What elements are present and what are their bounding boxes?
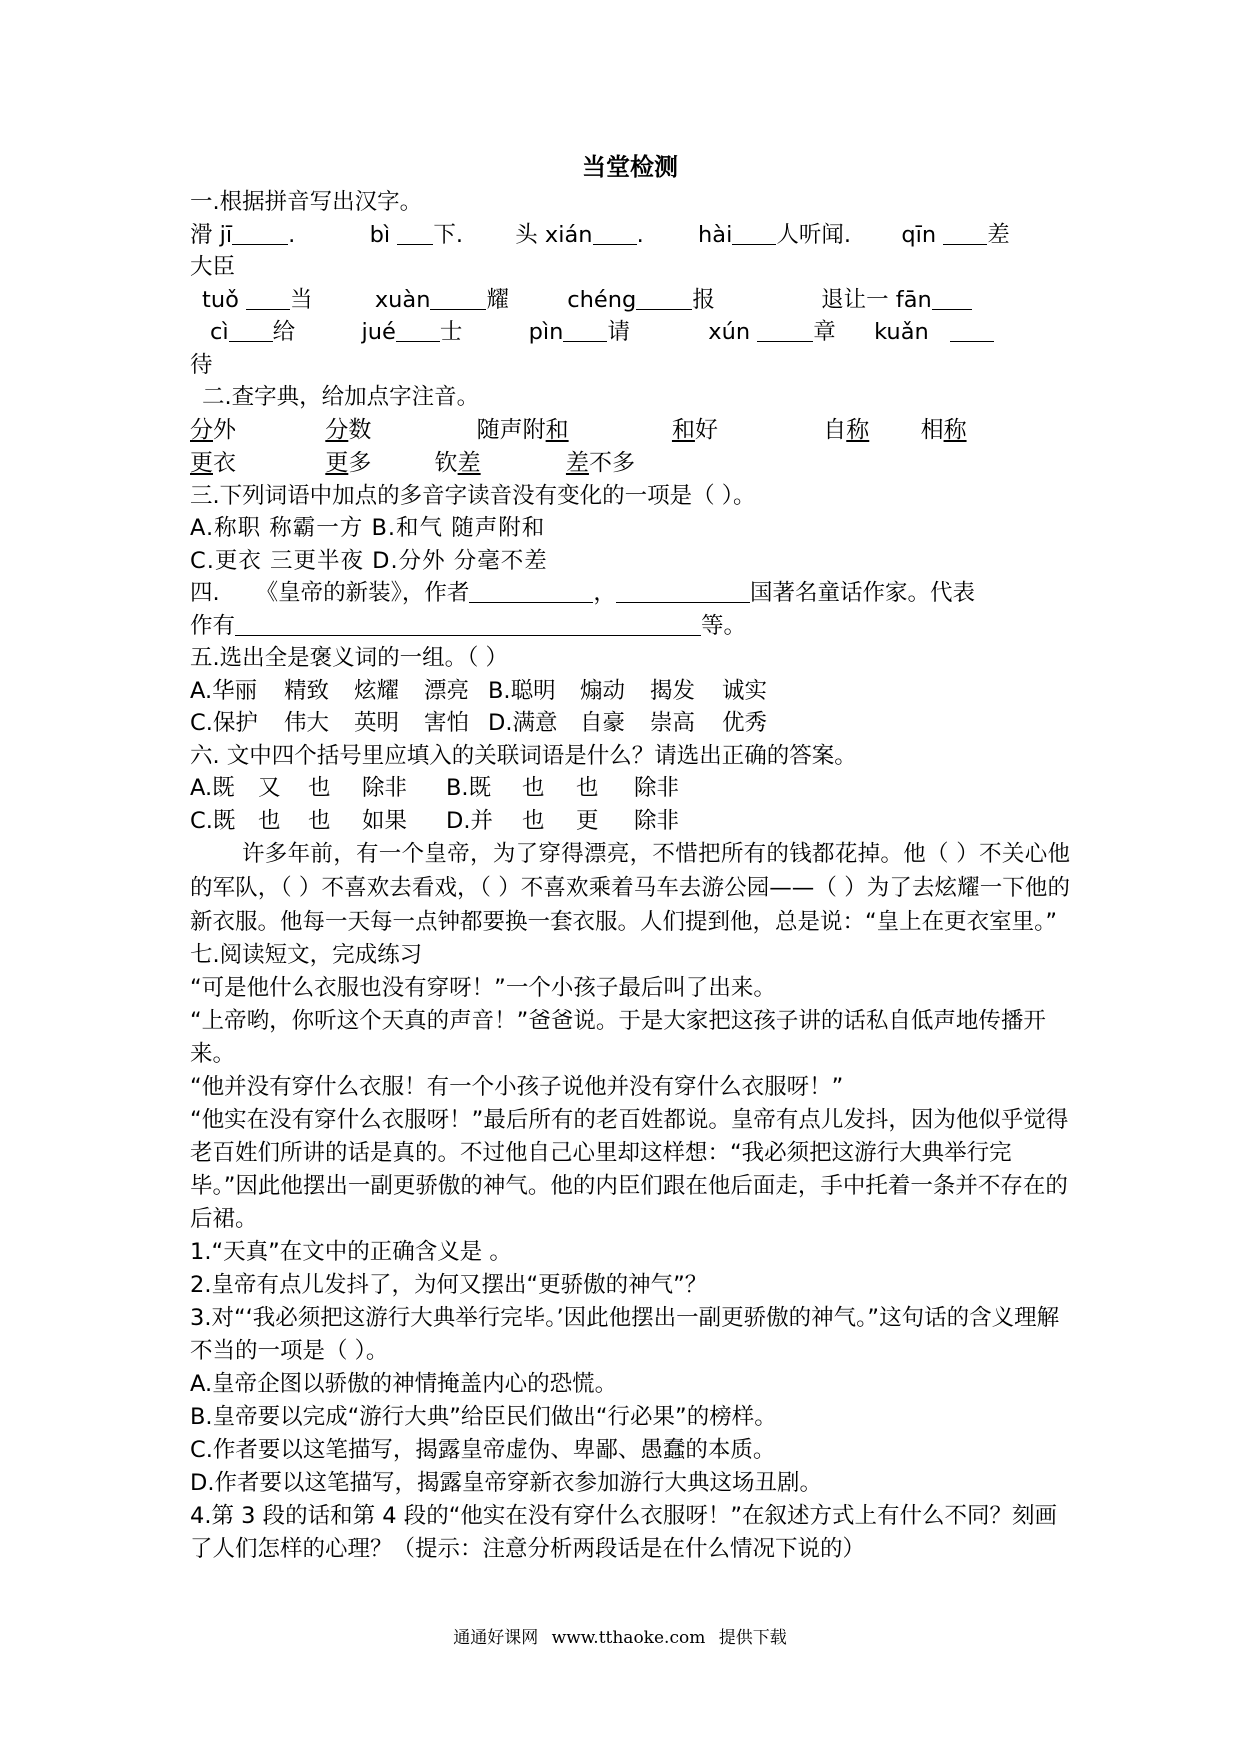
answer-blank[interactable] <box>430 287 486 310</box>
section-6-passage: 许多年前，有一个皇帝，为了穿得漂亮，不惜把所有的钱都花掉。他（ ）不关心他的军队，（ ）不喜欢去看戏，（ ）不喜欢乘着马车去游公园——（ ）为了去炫耀一下他的新衣服。他每一天每一点钟都要换一套衣服。人们提到他，总是说：“皇上在更衣室里。” <box>190 841 1070 935</box>
question-2: 2.皇帝有点儿发抖了，为何又摆出“更骄傲的神气”？ <box>190 1271 708 1298</box>
dictionary-row-1 <box>190 414 1070 447</box>
word-part: 外 <box>213 416 236 443</box>
answer-blank[interactable] <box>757 319 813 342</box>
section-2-heading: 二.查字典，给加点字注音。 <box>202 384 480 410</box>
dotted-char: 分 <box>325 416 349 443</box>
footer-note: 提供下载 <box>718 1628 787 1648</box>
option-word: 漂亮 <box>424 677 470 704</box>
section-1-heading: 一.根据拼音写出汉字。 <box>190 189 423 215</box>
answer-blank[interactable] <box>232 222 288 245</box>
option-word: A.既 <box>190 775 235 801</box>
section-5-options-ab <box>190 675 1070 708</box>
option-word: C.保护 <box>190 710 258 736</box>
section-6-question: 六. 文中四个括号里应填入的关联词语是什么？请选出正确的答案。 <box>190 742 857 769</box>
option-word: 诚实 <box>722 677 768 704</box>
word-part: 数 <box>348 416 372 443</box>
word-part: 下. <box>433 221 463 248</box>
pinyin-ci: cì <box>210 319 229 345</box>
option-word: 除非 <box>634 775 680 801</box>
passage-paragraph-4: “他实在没有穿什么衣服呀！”最后所有的老百姓都说。皇帝有点儿发抖，因为他似乎觉得老百姓们所讲的话是真的。不过他自己心里却这样想：“我必须把这游行大典举行完毕。”因此他摆出一副更骄傲的神气。他的内臣们跟在他后面走，手中托着一条并不存在的后裙。 <box>190 1106 1069 1232</box>
author-blank[interactable] <box>469 580 593 603</box>
dictionary-row-2 <box>190 447 1070 480</box>
worksheet <box>190 150 1070 1566</box>
option-word: D.并 <box>446 807 493 834</box>
pinyin-xuan: xuàn <box>374 286 431 313</box>
option-word: 英明 <box>354 710 400 736</box>
word-hehao <box>672 414 816 447</box>
word-part: 请 <box>607 319 630 345</box>
dotted-char: 更 <box>325 449 349 476</box>
section-7-heading: 七.阅读短文，完成练习 <box>190 942 423 968</box>
word-xiangchen <box>921 414 967 447</box>
question-3-option-c: C.作者要以这笔描写，揭露皇帝虚伪、卑鄙、愚蠢的本质。 <box>190 1436 776 1463</box>
pinyin-cheng: chéng <box>567 286 637 313</box>
pinyin-row-3-wrap: 待 <box>190 351 213 378</box>
pinyin-kuan: kuǎn <box>874 319 936 345</box>
punct: ， <box>593 580 616 606</box>
dotted-char: 更 <box>190 449 213 476</box>
answer-blank[interactable] <box>396 319 440 342</box>
pinyin-xun: xún <box>708 319 758 345</box>
question-3-option-b: B.皇帝要以完成“游行大典”给臣民们做出“行必果”的榜样。 <box>190 1403 777 1430</box>
word-part: 多 <box>348 449 372 476</box>
option-word: 除非 <box>362 775 408 801</box>
pinyin-tuo: tuǒ <box>202 286 247 313</box>
question-3-option-a: A.皇帝企图以骄傲的神情掩盖内心的恐慌。 <box>190 1370 618 1397</box>
answer-blank[interactable] <box>950 319 994 342</box>
option-word: 也 <box>308 775 331 801</box>
option-word: 害怕 <box>424 710 470 736</box>
option-word: B.聪明 <box>488 677 556 704</box>
dotted-char: 分 <box>190 416 213 443</box>
word-part: 报 <box>692 286 715 313</box>
section-3-question: 三.下列词语中加点的多音字读音没有变化的一项是（ ）。 <box>190 482 756 509</box>
option-word: A.华丽 <box>190 677 258 704</box>
pinyin-bi: bì <box>369 221 398 248</box>
page-footer <box>0 1626 1240 1650</box>
option-word: C.既 <box>190 807 236 834</box>
section-5-options-cd <box>190 707 1070 740</box>
answer-blank[interactable] <box>943 222 987 245</box>
pinyin-row-2 <box>190 284 1070 317</box>
word-part: 相 <box>920 416 944 443</box>
pinyin-row-1 <box>190 219 1070 252</box>
option-word: 精致 <box>284 677 330 704</box>
word-part: 人听闻. <box>776 221 851 248</box>
answer-blank[interactable] <box>563 319 607 342</box>
word-part: 不多 <box>588 449 635 476</box>
section-4-number: 四. <box>190 580 220 606</box>
option-word: 炫耀 <box>354 677 400 704</box>
dotted-char: 和 <box>671 416 695 443</box>
option-word: 更 <box>576 807 599 834</box>
pinyin-ji: 滑 jī <box>190 221 233 248</box>
dotted-char: 和 <box>545 416 569 443</box>
punct: . <box>636 221 644 248</box>
answer-blank[interactable] <box>636 287 692 310</box>
word-part: 士 <box>439 319 463 345</box>
pinyin-pin: pìn <box>528 319 564 345</box>
pinyin-qin: qīn <box>901 221 944 248</box>
page-title: 当堂检测 <box>582 153 678 181</box>
pinyin-row-3 <box>190 316 1070 349</box>
dotted-char: 差 <box>457 449 481 476</box>
section-4-text-2: 国著名童话作家。代表 <box>749 580 975 606</box>
option-word: 也 <box>576 775 599 801</box>
pinyin-row-1-wrap: 大臣 <box>190 254 236 280</box>
word-zicheng <box>823 414 913 447</box>
question-3-option-d: D.作者要以这笔描写，揭露皇帝穿新衣参加游行大典这场丑剧。 <box>190 1469 822 1496</box>
option-word: 煽动 <box>580 677 626 704</box>
section-6-options-cd <box>190 805 1070 838</box>
question-1: 1.“天真”在文中的正确含义是 。 <box>190 1238 512 1265</box>
option-word: 也 <box>522 775 545 801</box>
pinyin-fan: 退让一 fān <box>821 286 932 313</box>
section-4-line-1 <box>190 577 1070 610</box>
passage-paragraph-2: “上帝哟，你听这个天真的声音！”爸爸说。于是大家把这孩子讲的话私自低声地传播开来。 <box>190 1007 1046 1067</box>
option-word: 伟大 <box>284 710 330 736</box>
option-word: 如果 <box>362 807 408 834</box>
section-4-text-3: 作有 <box>190 612 236 639</box>
word-part: 耀 <box>486 286 509 313</box>
answer-blank[interactable] <box>246 287 290 310</box>
option-word: 除非 <box>634 807 680 834</box>
word-chabuduo <box>566 447 635 480</box>
answer-blank[interactable] <box>732 222 776 245</box>
pinyin-hai: hài <box>698 221 733 248</box>
pinyin-jue: jué <box>361 319 396 345</box>
word-qinchai <box>435 447 559 480</box>
word-part: 章 <box>813 319 836 345</box>
works-blank[interactable] <box>235 613 701 636</box>
word-fenshu <box>325 414 469 447</box>
section-5-question: 五.选出全是褒义词的一组。（ ） <box>190 645 509 671</box>
question-3: 3.对“‘我必须把这游行大典举行完毕。’因此他摆出一副更骄傲的神气。”这句话的含义理解不当的一项是（ ）。 <box>190 1304 1060 1364</box>
question-4: 4.第 3 段的话和第 4 段的“他实在没有穿什么衣服呀！”在叙述方式上有什么不同？刻画了人们怎样的心理？（提示：注意分析两段话是在什么情况下说的） <box>190 1502 1058 1562</box>
word-part: 衣 <box>213 449 236 476</box>
option-word: D.满意 <box>488 710 558 736</box>
passage-paragraph-1: “可是他什么衣服也没有穿呀！”一个小孩子最后叫了出来。 <box>190 974 776 1001</box>
dotted-char: 称 <box>943 416 967 443</box>
section-4-text: 《皇帝的新装》，作者 <box>255 580 470 606</box>
option-word: 优秀 <box>722 710 768 736</box>
option-word: 崇高 <box>650 710 696 736</box>
option-word: 也 <box>258 807 281 834</box>
country-blank[interactable] <box>616 580 750 603</box>
answer-blank[interactable] <box>932 287 972 310</box>
word-part: 钦 <box>434 449 458 476</box>
option-word: 也 <box>522 807 545 834</box>
word-part: 差 <box>987 221 1010 248</box>
option-word: 揭发 <box>650 677 696 704</box>
word-part: 给 <box>272 319 296 345</box>
word-part: 好 <box>694 416 718 443</box>
answer-blank[interactable] <box>397 222 433 245</box>
footer-url[interactable]: www.tthaoke.com <box>551 1628 706 1648</box>
word-gengduo <box>325 447 427 480</box>
section-3-options-ab: A.称职 称霸一方 B.和气 随声附和 <box>190 515 546 541</box>
section-6-options-ab <box>190 772 1070 805</box>
option-word: B.既 <box>446 775 492 801</box>
dotted-char: 差 <box>565 449 589 476</box>
passage-paragraph-3: “他并没有穿什么衣服！有一个小孩子说他并没有穿什么衣服呀！” <box>190 1073 844 1100</box>
answer-blank[interactable] <box>229 319 273 342</box>
section-4-line-2 <box>190 610 1070 643</box>
punct: . <box>288 221 296 248</box>
section-3-options-cd: C.更衣 三更半夜 D.分外 分毫不差 <box>190 547 548 574</box>
word-gengyi <box>190 447 318 480</box>
footer-site-name: 通通好课网 <box>453 1628 539 1648</box>
option-word: 也 <box>308 807 331 834</box>
word-part: 随声附 <box>476 416 546 443</box>
word-part: 当 <box>290 286 313 313</box>
dotted-char: 称 <box>846 416 870 443</box>
word-suishengfuhe <box>477 414 665 447</box>
pinyin-xian: 头 xián <box>515 221 593 248</box>
answer-blank[interactable] <box>593 222 637 245</box>
option-word: 自豪 <box>580 710 626 736</box>
word-fenwai <box>190 414 318 447</box>
word-part: 自 <box>823 416 847 443</box>
option-word: 又 <box>258 775 281 801</box>
section-4-text-4: 等。 <box>701 612 747 639</box>
